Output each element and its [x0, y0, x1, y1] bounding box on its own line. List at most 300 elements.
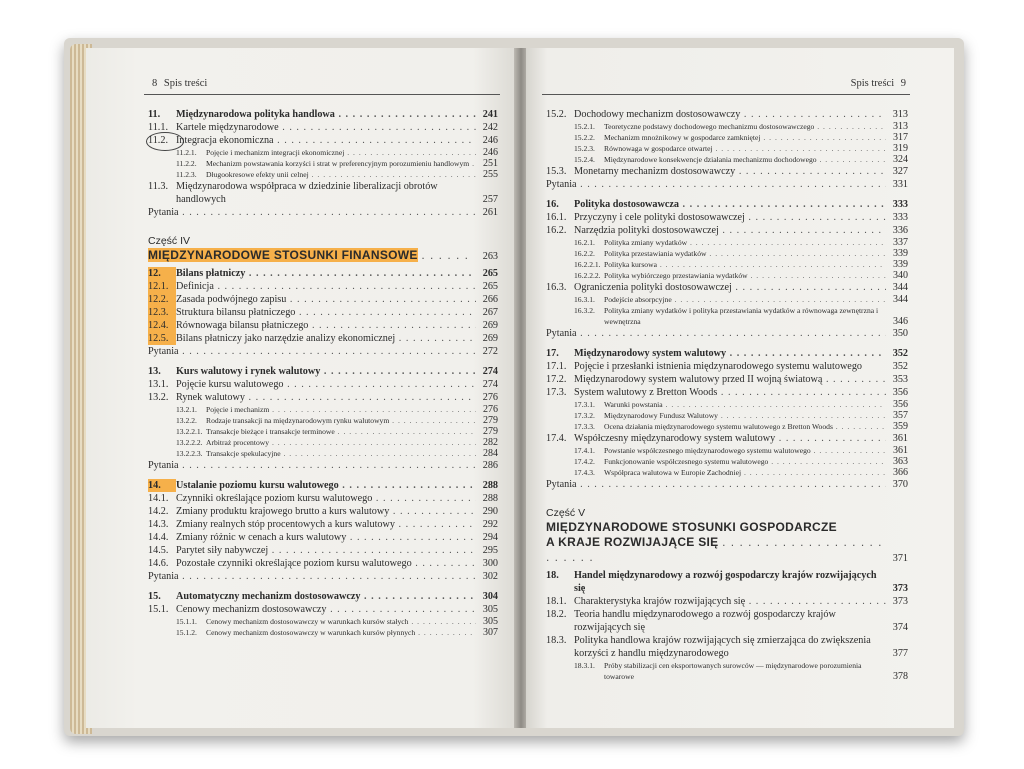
- toc-entry-title: Warunki powstania . . .: [604, 399, 886, 410]
- toc-entry-title: Współpraca walutowa w Europie Zachodniej . . .: [604, 467, 886, 478]
- toc-entry-title: Pytania . . .: [148, 345, 476, 358]
- toc-entry: [546, 660, 908, 682]
- toc-entry-page: 363: [893, 456, 908, 467]
- toc-entry-page: 288: [482, 493, 498, 504]
- toc-entry-page: 346: [893, 316, 908, 327]
- toc-entry-page: 319: [893, 143, 908, 154]
- toc-entry-page: 333: [892, 199, 908, 210]
- toc-entry-number: 11.2.: [148, 135, 168, 146]
- toc-entry-page: 255: [483, 169, 498, 180]
- toc-entry-number: 16.3.: [546, 282, 567, 293]
- toc-entry-title: Równowaga w gospodarce otwartej . . .: [604, 143, 886, 154]
- toc-entry: [546, 211, 908, 224]
- toc-entry-page: 344: [893, 294, 908, 305]
- toc-entry-title: Zasada podwójnego zapisu . . .: [176, 293, 476, 306]
- toc-entry: [546, 281, 908, 294]
- toc-entry: [546, 121, 908, 132]
- toc-entry-title: Ograniczenia polityki dostosowawczej . . .: [574, 281, 886, 294]
- toc-entry-page: 261: [482, 207, 498, 218]
- part-iv-leader: . . . . . .: [421, 248, 470, 262]
- toc-questions-entry: [546, 478, 908, 491]
- toc-entry: [148, 280, 498, 293]
- toc-entry-title: Ustalanie poziomu kursu walutowego . . .: [176, 479, 476, 492]
- toc-entry-page: 295: [482, 545, 498, 556]
- toc-entry: [148, 415, 498, 426]
- toc-entry-page: 331: [892, 179, 908, 190]
- toc-entry: [546, 467, 908, 478]
- toc-entry-title: Mechanizm powstawania korzyści i strat w preferencyjnym porozumieniu handlowym . . .: [206, 158, 476, 169]
- toc-entry: [148, 505, 498, 518]
- toc-entry-number: 11.2.1.: [176, 148, 197, 157]
- toc-entry-page: 288: [482, 480, 498, 491]
- toc-entry-page: 353: [892, 374, 908, 385]
- part-iv-page: 263: [482, 251, 498, 262]
- toc-entry: [546, 445, 908, 456]
- toc-entry: [546, 108, 908, 121]
- toc-entry-title: Długookresowe efekty unii celnej . . .: [206, 169, 476, 180]
- part-v-leader: . . . . . . . . . . . . . . . . . . . . . . . . .: [546, 535, 883, 564]
- part-iv-title: [148, 248, 476, 263]
- toc-entry-page: 272: [482, 346, 498, 357]
- toc-entry-page: 300: [482, 558, 498, 569]
- toc-entry-page: 294: [482, 532, 498, 543]
- toc-entry-title: Kurs walutowy i rynek walutowy . . .: [176, 365, 476, 378]
- toc-entry: [546, 305, 908, 327]
- toc-entry: [148, 616, 498, 627]
- toc-entry-title: Transakcje bieżące i transakcje terminowe . . .: [206, 426, 476, 437]
- toc-entry-title: Polityka przestawiania wydatków . . .: [604, 248, 886, 259]
- toc-entry-number: 18.2.: [546, 609, 567, 620]
- toc-entry-number: 14.4.: [148, 532, 169, 543]
- toc-entry-number: 11.3.: [148, 181, 168, 192]
- toc-entry: [148, 627, 498, 638]
- toc-entry-title: Dochodowy mechanizm dostosowawczy . . .: [574, 108, 886, 121]
- right-running-head-title: Spis treści: [850, 78, 895, 89]
- toc-entry-number: 15.2.4.: [574, 155, 595, 164]
- toc-entry-title: Monetarny mechanizm dostosowawczy . . .: [574, 165, 886, 178]
- toc-entry-title: Parytet siły nabywczej . . .: [176, 544, 476, 557]
- toc-entry-title: Narzędzia polityki dostosowawczej . . .: [574, 224, 886, 237]
- toc-entry-title: Międzynarodowy Fundusz Walutowy . . .: [604, 410, 886, 421]
- toc-entry-page: 344: [892, 282, 908, 293]
- toc-entry-number: 16.: [546, 199, 559, 210]
- toc-entry: [148, 378, 498, 391]
- toc-entry-title: Polityka handlowa krajów rozwijających się zmierzająca do zwiększenia korzyści z handlu międzynarodowego: [574, 635, 871, 659]
- toc-entry-page: 373: [892, 596, 908, 607]
- toc-entry: [148, 180, 498, 206]
- toc-entry: [546, 386, 908, 399]
- toc-entry-number: 17.4.1.: [574, 446, 595, 455]
- left-running-head: [148, 78, 207, 89]
- toc-entry-page: 241: [482, 109, 498, 120]
- right-toc: [546, 108, 908, 682]
- toc-entry: [148, 306, 498, 319]
- toc-entry-number: 12.2.: [148, 293, 176, 306]
- toc-entry-page: 370: [892, 479, 908, 490]
- toc-entry-page: 352: [892, 348, 908, 359]
- toc-entry-title: Polityka dostosowawcza . . .: [574, 198, 886, 211]
- toc-entry: [148, 544, 498, 557]
- toc-entry-page: 352: [892, 361, 908, 372]
- left-page-number: 8: [152, 78, 158, 89]
- part-iv-label: Część IV: [148, 235, 191, 247]
- right-head-rule: [542, 94, 910, 95]
- toc-entry: [148, 158, 498, 169]
- part-v-page: 371: [892, 553, 908, 564]
- toc-entry-page: 333: [892, 212, 908, 223]
- toc-entry-number: 17.1.: [546, 361, 567, 372]
- toc-entry: [546, 456, 908, 467]
- toc-entry: [148, 365, 498, 378]
- toc-entry-number: 18.3.1.: [574, 661, 595, 670]
- toc-entry: [148, 134, 498, 147]
- toc-entry-page: 290: [482, 506, 498, 517]
- toc-entry: [546, 294, 908, 305]
- toc-entry: [148, 518, 498, 531]
- toc-entry-number: 17.2.: [546, 374, 567, 385]
- toc-entry: [148, 590, 498, 603]
- toc-entry-title: Ocena działania międzynarodowego systemu walutowego z Bretton Woods . . .: [604, 421, 886, 432]
- toc-entry-number: 17.3.1.: [574, 400, 595, 409]
- right-page-number: 9: [900, 78, 906, 89]
- toc-entry-number: 15.2.: [546, 109, 567, 120]
- right-page: [526, 48, 954, 728]
- toc-entry-page: 373: [892, 583, 908, 594]
- toc-entry-title: Międzynarodowe konsekwencje działania mechanizmu dochodowego . . .: [604, 154, 886, 165]
- toc-entry-number: 11.2.2.: [176, 159, 197, 168]
- toc-entry-page: 274: [482, 379, 498, 390]
- toc-entry-page: 269: [482, 333, 498, 344]
- toc-entry-title: Polityka kursowa . . .: [604, 259, 886, 270]
- toc-entry-number: 15.1.2.: [176, 628, 197, 637]
- toc-entry-number: 16.3.2.: [574, 306, 595, 315]
- toc-entry: [148, 147, 498, 158]
- toc-entry-title: Współczesny międzynarodowy system walutowy . . .: [574, 432, 886, 445]
- toc-entry-title: Polityka wybiórczego przestawiania wydatków . . .: [604, 270, 886, 281]
- toc-entry-page: 313: [893, 121, 908, 132]
- toc-entry-page: 302: [482, 571, 498, 582]
- toc-entry: [546, 373, 908, 386]
- toc-entry-number: 13.2.1.: [176, 405, 197, 414]
- toc-entry: [148, 319, 498, 332]
- part-iv-title-text: MIĘDZYNARODOWE STOSUNKI FINANSOWE: [148, 248, 418, 262]
- toc-entry-title: Pojęcie kursu walutowego . . .: [176, 378, 476, 391]
- toc-entry: [148, 437, 498, 448]
- toc-entry-number: 12.1.: [148, 280, 176, 293]
- toc-entry-page: 378: [893, 671, 908, 682]
- toc-entry-number: 14.1.: [148, 493, 169, 504]
- toc-entry-number: 16.2.2.: [574, 249, 595, 258]
- toc-entry-title: Kartele międzynarodowe . . .: [176, 121, 476, 134]
- toc-entry-number: 13.2.2.3.: [176, 449, 203, 458]
- toc-entry-title: Powstanie współczesnego międzynarodowego systemu walutowego . . .: [604, 445, 886, 456]
- toc-entry: [546, 360, 908, 373]
- toc-entry-number: 13.2.2.2.: [176, 438, 203, 447]
- toc-entry-title: Zmiany różnic w cenach a kurs walutowy . . .: [176, 531, 476, 544]
- toc-entry-title: Bilans płatniczy jako narzędzie analizy ekonomicznej . . .: [176, 332, 476, 345]
- toc-entry-title: Funkcjonowanie współczesnego systemu walutowego . . .: [604, 456, 886, 467]
- toc-entry-title: Podejście absorpcyjne . . .: [604, 294, 886, 305]
- toc-entry-number: 17.3.3.: [574, 422, 595, 431]
- toc-entry-title: Polityka zmiany wydatków . . .: [604, 237, 886, 248]
- toc-entry-title: Pozostałe czynniki określające poziom kursu walutowego . . .: [176, 557, 476, 570]
- toc-entry-page: 279: [483, 415, 498, 426]
- toc-entry-title: Charakterystyka krajów rozwijających się . . .: [574, 595, 886, 608]
- toc-entry: [546, 248, 908, 259]
- toc-entry: [546, 143, 908, 154]
- toc-entry-page: 266: [482, 294, 498, 305]
- toc-entry-title: Arbitraż procentowy . . .: [206, 437, 476, 448]
- toc-entry-page: 242: [482, 122, 498, 133]
- toc-entry: [546, 270, 908, 281]
- toc-entry-title: Zmiany realnych stóp procentowych a kurs walutowy . . .: [176, 518, 476, 531]
- toc-entry-number: 13.2.: [148, 392, 169, 403]
- toc-entry: [546, 198, 908, 211]
- toc-entry-title: Międzynarodowy system walutowy przed II wojną światową . . .: [574, 373, 886, 386]
- toc-entry-page: 286: [482, 460, 498, 471]
- toc-entry-title: Definicja . . .: [176, 280, 476, 293]
- toc-entry-page: 357: [893, 410, 908, 421]
- toc-entry: [546, 410, 908, 421]
- toc-entry-page: 327: [892, 166, 908, 177]
- toc-entry-title: Cenowy mechanizm dostosowawczy w warunkach kursów stałych . . .: [206, 616, 476, 627]
- toc-entry-title: Struktura bilansu płatniczego . . .: [176, 306, 476, 319]
- toc-questions-entry: [148, 570, 498, 583]
- toc-entry: [148, 332, 498, 345]
- toc-entry-page: 292: [482, 519, 498, 530]
- toc-entry-number: 14.: [148, 479, 176, 492]
- toc-entry: [546, 154, 908, 165]
- toc-entry-number: 13.: [148, 366, 161, 377]
- toc-entry-page: 339: [893, 259, 908, 270]
- toc-entry-page: 339: [893, 248, 908, 259]
- toc-questions-entry: [546, 178, 908, 191]
- toc-entry-page: 350: [892, 328, 908, 339]
- toc-entry-number: 14.2.: [148, 506, 169, 517]
- toc-entry-page: 361: [892, 433, 908, 444]
- toc-entry-page: 313: [892, 109, 908, 120]
- part-iv-block: [148, 235, 498, 263]
- toc-entry-title: Integracja ekonomiczna . . .: [176, 134, 476, 147]
- toc-entry-number: 13.2.2.: [176, 416, 197, 425]
- left-head-rule: [144, 94, 500, 95]
- toc-entry-title: Automatyczny mechanizm dostosowawczy . . .: [176, 590, 476, 603]
- toc-entry: [148, 492, 498, 505]
- toc-entry: [148, 531, 498, 544]
- toc-entry-page: 265: [482, 268, 498, 279]
- toc-questions-entry: [148, 459, 498, 472]
- toc-entry-title: Pytania . . .: [546, 178, 886, 191]
- toc-entry-page: 276: [483, 404, 498, 415]
- toc-entry-title: Pytania . . .: [546, 478, 886, 491]
- toc-entry-page: 359: [893, 421, 908, 432]
- toc-entry: [546, 237, 908, 248]
- part-v-title-line1: MIĘDZYNARODOWE STOSUNKI GOSPODARCZE: [546, 520, 837, 534]
- toc-entry-page: 337: [893, 237, 908, 248]
- toc-entry: [546, 347, 908, 360]
- toc-entry: [148, 121, 498, 134]
- toc-entry-number: 16.2.: [546, 225, 567, 236]
- toc-entry: [546, 259, 908, 270]
- toc-entry: [148, 169, 498, 180]
- toc-entry-title: Teoretyczne podstawy dochodowego mechanizmu dostosowawczego . . .: [604, 121, 886, 132]
- toc-entry-page: 251: [483, 158, 498, 169]
- toc-entry-number: 16.2.2.1.: [574, 260, 601, 269]
- toc-entry-page: 265: [482, 281, 498, 292]
- toc-entry-number: 12.3.: [148, 306, 176, 319]
- toc-entry-title: Handel międzynarodowy a rozwój gospodarczy krajów rozwijających się: [574, 570, 877, 594]
- toc-entry-title: Pytania . . .: [148, 459, 476, 472]
- toc-entry-number: 17.3.2.: [574, 411, 595, 420]
- toc-entry-title: System walutowy z Bretton Woods . . .: [574, 386, 886, 399]
- toc-entry-number: 17.4.3.: [574, 468, 595, 477]
- toc-entry-number: 12.5.: [148, 332, 176, 345]
- toc-entry-page: 307: [483, 627, 498, 638]
- toc-entry: [546, 399, 908, 410]
- toc-entry-number: 17.4.2.: [574, 457, 595, 466]
- toc-entry-title: Cenowy mechanizm dostosowawczy w warunkach kursów płynnych . . .: [206, 627, 476, 638]
- toc-entry-title: Równowaga bilansu płatniczego . . .: [176, 319, 476, 332]
- toc-entry-number: 16.1.: [546, 212, 567, 223]
- left-toc-entries-after: [148, 267, 498, 638]
- left-page: [86, 48, 516, 728]
- toc-entry-title: Pojęcie i mechanizm . . .: [206, 404, 476, 415]
- toc-entry-page: 304: [482, 591, 498, 602]
- left-toc-entries-before: [148, 108, 498, 219]
- toc-entry-title: Czynniki określające poziom kursu walutowego . . .: [176, 492, 476, 505]
- toc-entry-number: 18.3.: [546, 635, 567, 646]
- toc-entry-title: Zmiany produktu krajowego brutto a kurs walutowy . . .: [176, 505, 476, 518]
- toc-entry-number: 14.3.: [148, 519, 169, 530]
- toc-entry: [546, 165, 908, 178]
- toc-entry-number: 11.1.: [148, 122, 168, 133]
- toc-entry: [148, 557, 498, 570]
- toc-entry-number: 17.3.: [546, 387, 567, 398]
- toc-entry-page: 274: [482, 366, 498, 377]
- toc-entry-page: 284: [483, 448, 498, 459]
- toc-entry-page: 356: [892, 387, 908, 398]
- toc-entry-number: 16.2.1.: [574, 238, 595, 247]
- left-running-head-title: Spis treści: [163, 78, 208, 89]
- part-iv-title-row: [148, 248, 498, 263]
- toc-entry-number: 12.: [148, 267, 176, 280]
- toc-entry-number: 15.2.2.: [574, 133, 595, 142]
- toc-entry-number: 17.4.: [546, 433, 567, 444]
- toc-entry: [546, 634, 908, 660]
- toc-entry-number: 15.1.1.: [176, 617, 197, 626]
- part-v-block: [546, 507, 908, 565]
- toc-entry-title: Międzynarodowa polityka handlowa . . .: [176, 108, 476, 121]
- toc-entry-number: 15.: [148, 591, 161, 602]
- toc-entry-title: Pytania . . .: [148, 206, 476, 219]
- toc-entry-title: Pytania . . .: [546, 327, 886, 340]
- toc-entry-title: Cenowy mechanizm dostosowawczy . . .: [176, 603, 476, 616]
- toc-questions-entry: [148, 206, 498, 219]
- toc-entry-number: 13.1.: [148, 379, 169, 390]
- toc-entry-page: 361: [893, 445, 908, 456]
- toc-entry: [148, 426, 498, 437]
- toc-entry-title: Bilans płatniczy . . .: [176, 267, 476, 280]
- toc-entry-page: 317: [893, 132, 908, 143]
- toc-entry-page: 374: [892, 622, 908, 633]
- toc-entry-title: Międzynarodowy system walutowy . . .: [574, 347, 886, 360]
- toc-entry-page: 305: [482, 604, 498, 615]
- toc-entry: [148, 108, 498, 121]
- toc-entry: [546, 132, 908, 143]
- toc-entry-number: 16.2.2.2.: [574, 271, 601, 280]
- toc-entry-page: 377: [892, 648, 908, 659]
- toc-entry: [148, 404, 498, 415]
- toc-entry-number: 18.: [546, 570, 559, 581]
- toc-entry: [148, 479, 498, 492]
- toc-entry: [546, 224, 908, 237]
- toc-entry-page: 246: [482, 135, 498, 146]
- toc-entry: [148, 603, 498, 616]
- part-v-title-line2: [546, 535, 889, 565]
- part-v-label: Część V: [546, 507, 586, 519]
- toc-entry-title: Polityka zmiany wydatków i polityka przestawiania wydatków a równowaga zewnętrzna i wewnętrzna: [604, 306, 879, 326]
- toc-entry-number: 15.1.: [148, 604, 169, 615]
- right-toc-entries-before: [546, 108, 908, 491]
- toc-entry-number: 16.3.1.: [574, 295, 595, 304]
- toc-entry-title: Mechanizm mnożnikowy w gospodarce zamkniętej . . .: [604, 132, 886, 143]
- toc-entry-page: 257: [482, 194, 498, 205]
- toc-questions-entry: [546, 327, 908, 340]
- toc-entry-number: 17.: [546, 348, 559, 359]
- toc-entry-number: 18.1.: [546, 596, 567, 607]
- toc-entry-title: Pojęcie i przesłanki istnienia międzynarodowego systemu walutowego: [574, 361, 863, 372]
- toc-entry-number: 13.2.2.1.: [176, 427, 203, 436]
- toc-entry-number: 14.6.: [148, 558, 169, 569]
- left-toc: [148, 108, 498, 638]
- toc-entry-number: 11.2.3.: [176, 170, 197, 179]
- toc-entry: [148, 448, 498, 459]
- part-v-title-row: [546, 535, 908, 565]
- toc-entry-number: 15.2.3.: [574, 144, 595, 153]
- toc-entry-title: Teoria handlu międzynarodowego a rozwój gospodarczy krajów rozwijających się: [574, 609, 836, 633]
- toc-entry-title: Pojęcie i mechanizm integracji ekonomicznej . . .: [206, 147, 476, 158]
- toc-entry: [546, 595, 908, 608]
- toc-entry-title: Międzynarodowa współpraca w dziedzinie liberalizacji obrotów handlowych: [176, 181, 438, 205]
- toc-questions-entry: [148, 345, 498, 358]
- toc-entry-title: Transakcje spekulacyjne . . .: [206, 448, 476, 459]
- toc-entry: [546, 608, 908, 634]
- toc-entry-page: 340: [893, 270, 908, 281]
- toc-entry: [148, 267, 498, 280]
- toc-entry: [546, 432, 908, 445]
- toc-entry-page: 282: [483, 437, 498, 448]
- right-toc-entries-after: [546, 569, 908, 682]
- toc-entry-page: 305: [483, 616, 498, 627]
- toc-entry-page: 366: [893, 467, 908, 478]
- part-v-title-line2-text: A KRAJE ROZWIJAJĄCE SIĘ: [546, 535, 719, 549]
- toc-entry-number: 15.2.1.: [574, 122, 595, 131]
- toc-entry-page: 276: [482, 392, 498, 403]
- toc-entry-title: Przyczyny i cele polityki dostosowawczej . . .: [574, 211, 886, 224]
- toc-entry-title: Pytania . . .: [148, 570, 476, 583]
- toc-entry: [546, 421, 908, 432]
- toc-entry: [148, 391, 498, 404]
- toc-entry-title: Próby stabilizacji cen eksportowanych surowców — międzynarodowe porozumienia towarowe: [604, 661, 862, 681]
- toc-entry-page: 356: [893, 399, 908, 410]
- toc-entry: [148, 293, 498, 306]
- toc-entry-number: 14.5.: [148, 545, 169, 556]
- toc-entry-page: 269: [482, 320, 498, 331]
- toc-entry-page: 324: [893, 154, 908, 165]
- right-running-head: [851, 78, 910, 89]
- toc-entry-page: 246: [483, 147, 498, 158]
- toc-entry-page: 336: [892, 225, 908, 236]
